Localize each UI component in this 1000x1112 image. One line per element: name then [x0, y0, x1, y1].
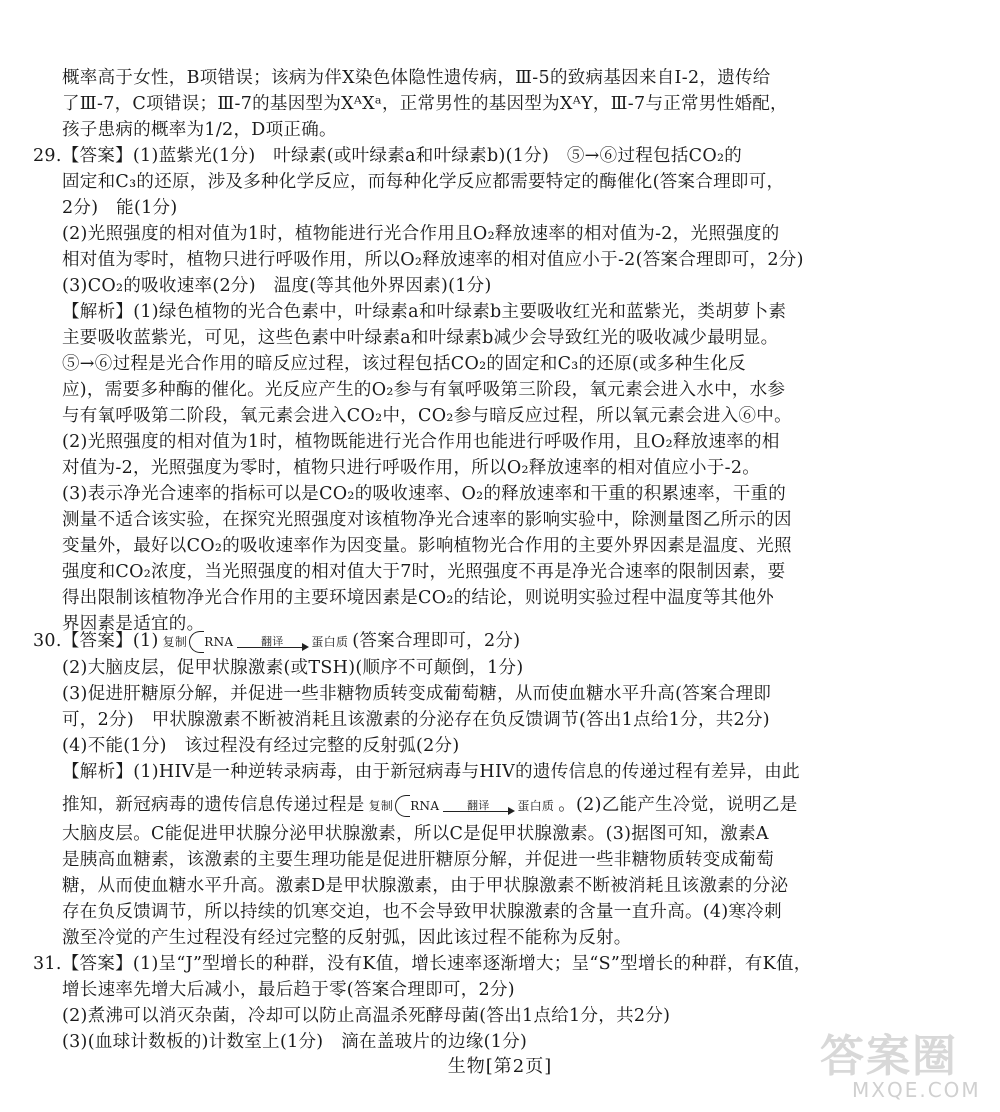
text-line: 是胰高血糖素，该激素的主要生理功能是促进肝糖原分解，并促进一些非糖物质转变成葡萄: [62, 850, 774, 870]
watermark-logo: 答案圈: [820, 1031, 958, 1082]
text-line: (3)表示净光合速率的指标可以是CO₂的吸收速率、O₂的释放速率和干重的积累速率，干重的: [62, 484, 787, 504]
protein-label: 蛋白质: [311, 634, 349, 649]
copy-label: 复制: [162, 634, 188, 649]
rna-label: RNA: [204, 634, 234, 649]
page-footer: 生物[第2页]: [447, 1056, 553, 1077]
text-line: (3)(血球计数板的)计数室上(1分) 滴在盖玻片的边缘(1分): [62, 1032, 528, 1052]
copy-label: 复制: [368, 798, 394, 813]
text-line: (2)光照强度的相对值为1时，植物既能进行光合作用也能进行呼吸作用，且O₂释放速率的相: [62, 432, 780, 452]
text-line: 应)，需要多种酶的催化。光反应产生的O₂参与有氧呼吸第三阶段，氧元素会进入水中，水参: [62, 380, 786, 400]
text-line: 固定和C₃的还原，涉及多种化学反应，而每种化学反应都需要特定的酶催化(答案合理即可，: [62, 172, 785, 192]
text-line: (2)光照强度的相对值为1时，植物能进行光合作用且O₂释放速率的相对值为-2，光照强度的: [62, 224, 780, 244]
text-line: (2)煮沸可以消灭杂菌，冷却可以防止高温杀死酵母菌(答出1点给1分，共2分): [62, 1006, 671, 1026]
rna-flow-diagram: [161, 627, 351, 657]
translate-label: 翻译: [261, 634, 284, 648]
text-line: (4)不能(1分) 该过程没有经过完整的反射弧(2分): [62, 736, 460, 756]
analysis-heading: 【解析】(1)HIV是一种逆转录病毒，由于新冠病毒与HIV的遗传信息的传递过程有差异，由此: [62, 762, 800, 782]
text-line: 主要吸收蓝紫光，可见，这些色素中叶绿素a和叶绿素b减少会导致红光的吸收减少最明显。: [62, 328, 779, 348]
text-line: 变量外，最好以CO₂的吸收速率作为因变量。影响植物光合作用的主要外界因素是温度、光照: [62, 536, 792, 556]
text-line: 测量不适合该实验，在探究光照强度对该植物净光合速率的影响实验中，除测量图乙所示的因: [62, 510, 792, 530]
text-line: (3)促进肝糖原分解，并促进一些非糖物质转变成葡萄糖，从而使血糖水平升高(答案合理即: [62, 684, 772, 704]
text-line: 可，2分) 甲状腺激素不断被消耗且该激素的分泌存在负反馈调节(答出1点给1分，共2分): [62, 710, 770, 730]
text-line: (2)大脑皮层，促甲状腺激素(或TSH)(顺序不可颠倒，1分): [62, 658, 524, 678]
analysis-heading: 【解析】(1)绿色植物的光合色素中，叶绿素a和叶绿素b主要吸收红光和蓝紫光，类胡萝卜素: [62, 302, 787, 322]
text-line: 对值为-2，光照强度为零时，植物只进行呼吸作用，所以O₂释放速率的相对值应小于-2。: [62, 458, 761, 478]
watermark-url: MXQE.COM: [852, 1078, 981, 1102]
text-line: 得出限制该植物净光合作用的主要环境因素是CO₂的结论，则说明实验过程中温度等其他外: [62, 588, 775, 608]
protein-label: 蛋白质: [517, 798, 555, 813]
rna-flow-diagram: [367, 789, 557, 823]
text-line: 存在负反馈调节，所以持续的饥寒交迫，也不会导致甲状腺激素的含量一直升高。(4)寒冷刺: [62, 902, 782, 922]
translation-arrow-icon: [443, 800, 513, 812]
text-line: 与有氧呼吸第二阶段，氧元素会进入CO₂中，CO₂参与暗反应过程，所以氧元素会进入⑥中。: [62, 406, 792, 426]
answer-heading-31: 31.【答案】(1)呈“J”型增长的种群，没有K值，增长速率逐渐增大；呈“S”型增长的种群，有K值，: [33, 954, 812, 974]
text-line: 强度和CO₂浓度，当光照强度的相对值大于7时，光照强度不再是净光合速率的限制因素，要: [62, 562, 786, 582]
analysis-prefix: 推知，新冠病毒的遗传信息传递过程是: [62, 795, 365, 815]
text-line: 相对值为零时，植物只进行呼吸作用，所以O₂释放速率的相对值应小于-2(答案合理即可，2分): [62, 250, 804, 270]
translate-label: 翻译: [467, 798, 490, 812]
text-line: 增长速率先增大后减小，最后趋于零(答案合理即可，2分): [62, 980, 515, 1000]
text-line: 孩子患病的概率为1/2，D项正确。: [62, 120, 337, 140]
text-line: ⑤→⑥过程是光合作用的暗反应过程，该过程包括CO₂的固定和C₃的还原(或多种生化反: [62, 354, 746, 374]
answer-suffix: (答案合理即可，2分): [352, 631, 521, 651]
analysis-suffix: 。(2)乙能产生冷觉，说明乙是: [558, 795, 798, 815]
answer-prefix: 30.【答案】(1): [33, 631, 159, 651]
translation-arrow-icon: [237, 636, 307, 648]
text-line: (3)CO₂的吸收速率(2分) 温度(等其他外界因素)(1分): [62, 276, 492, 296]
text-line: 激至冷觉的产生过程没有经过完整的反射弧，因此该过程不能称为反射。: [62, 928, 632, 948]
text-line: 2分) 能(1分): [62, 198, 178, 218]
text-line: 糖，从而使血糖水平升高。激素D是甲状腺激素，由于甲状腺激素不断被消耗且该激素的分泌: [62, 876, 789, 896]
text-line: [62, 788, 798, 823]
text-line: 了Ⅲ-7，C项错误；Ⅲ-7的基因型为XᴬXᵃ，正常男性的基因型为XᴬY，Ⅲ-7与正常男性婚配，: [62, 94, 788, 114]
answer-heading-29: 29.【答案】(1)蓝紫光(1分) 叶绿素(或叶绿素a和叶绿素b)(1分) ⑤→⑥过程包括CO₂的: [33, 146, 743, 166]
answer-heading-30: [33, 626, 520, 657]
text-line: 大脑皮层。C能促进甲状腺分泌甲状腺激素，所以C是促甲状腺激素。(3)据图可知，激素A: [62, 824, 769, 844]
text-line: 界因素是适宜的。: [62, 614, 205, 634]
rna-label: RNA: [410, 798, 440, 813]
text-line: 概率高于女性，B项错误；该病为伴X染色体隐性遗传病，Ⅲ-5的致病基因来自Ⅰ-2，遗传给: [62, 68, 771, 88]
